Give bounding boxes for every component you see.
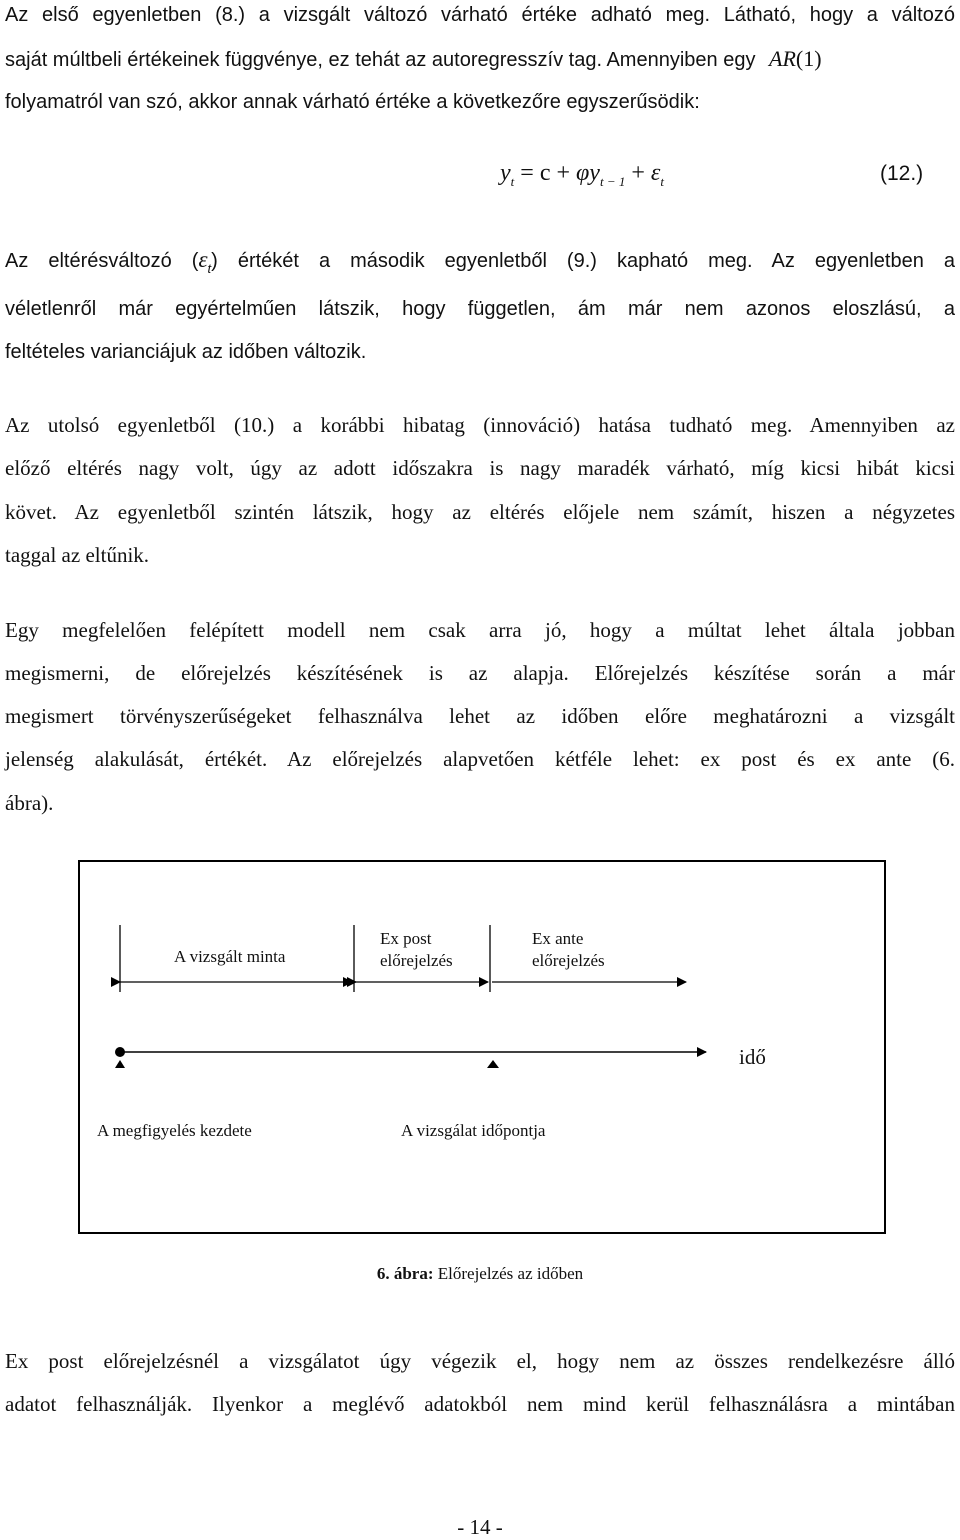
eq-y: y xyxy=(500,160,511,186)
eq-sub-t2: t xyxy=(660,174,664,189)
paragraph-3-line-2: előző eltérés nagy volt, úgy az adott időszakra is nagy maradék várható, míg kicsi hibát kicsi xyxy=(5,456,955,480)
figure-caption xyxy=(0,1264,960,1284)
label-observation-start: A megfigyelés kezdete xyxy=(97,1121,252,1140)
eq-const: = c + xyxy=(514,160,577,186)
page-number: - 14 - xyxy=(457,1515,503,1539)
equation-number: (12.) xyxy=(880,162,924,185)
figure-6-frame xyxy=(78,860,886,1234)
epsilon-symbol: ε xyxy=(198,247,208,272)
ar-symbol: AR xyxy=(769,46,796,71)
paragraph-4-line-1: Egy megfelelően felépített modell nem csak arra jó, hogy a múltat lehet általa jobban xyxy=(5,618,955,642)
eq-phi: φ xyxy=(576,160,590,186)
paragraph-5-line-2: adatot felhasználják. Ilyenkor a meglévő adatokból nem mind kerül felhasználásra a mintában xyxy=(5,1392,955,1416)
paragraph-4-line-4: jelenség alakulását, értékét. Az előrejelzés alapvetően kétféle lehet: ex post és ex ante (6. xyxy=(5,747,955,771)
paragraph-4-line-2: megismerni, de előrejelzés készítésének is az alapja. Előrejelzés készítése során a már xyxy=(5,661,955,685)
eq-plus: + xyxy=(625,160,651,186)
paragraph-2-line-1 xyxy=(5,246,955,276)
paragraph-1-line-2-text: saját múltbeli értékeinek függvénye, ez tehát az autoregresszív tag. Amennyiben egy xyxy=(5,49,756,71)
eq-sub-t: t xyxy=(510,174,515,189)
paragraph-3-line-3: követ. Az egyenletből szintén látszik, hogy az eltérés előjele nem számít, hiszen a négyzetes xyxy=(5,500,955,524)
paragraph-2-text-b: ) értékét a második egyenletből (9.) kapható meg. Az egyenletben a xyxy=(211,250,955,272)
eq-epsilon: ε xyxy=(650,160,661,186)
paragraph-2-line-2: véletlenről már egyértelműen látszik, hogy független, ám már nem azonos eloszlású, a xyxy=(5,298,955,320)
paragraph-3-line-1: Az utolsó egyenletből (10.) a korábbi hibatag (innováció) hatása tudható meg. Amennyiben az xyxy=(5,413,955,437)
observation-start-marker xyxy=(115,1060,125,1068)
label-exante-line-2: előrejelzés xyxy=(532,951,605,970)
label-expost-line-2: előrejelzés xyxy=(380,951,453,970)
label-time: idő xyxy=(739,1045,766,1069)
label-exante-line-1: Ex ante xyxy=(532,929,584,948)
paragraph-1-line-2 xyxy=(5,45,955,74)
paragraph-4-line-3: megismert törvényszerűségeket felhasználva lehet az időben előre meghatározni a vizsgált xyxy=(5,704,955,728)
paragraph-1-line-1: Az első egyenletben (8.) a vizsgált változó várható értéke adható meg. Látható, hogy a változó xyxy=(5,4,955,26)
paragraph-2-text-a: Az eltérésváltozó ( xyxy=(5,250,199,272)
ar-order: (1) xyxy=(795,46,822,71)
eq-sub-tm1: t − 1 xyxy=(599,174,626,189)
paragraph-1-line-3: folyamatról van szó, akkor annak várható értéke a következőre egyszerűsödik: xyxy=(5,91,700,113)
observation-start-dot xyxy=(115,1047,125,1057)
study-time-marker xyxy=(487,1060,499,1068)
paragraph-5-line-1: Ex post előrejelzésnél a vizsgálatot úgy végezik el, hogy nem az összes rendelkezésre álló xyxy=(5,1349,955,1373)
caption-text: Előrejelzés az időben xyxy=(433,1264,584,1283)
label-study-time: A vizsgálat időpontja xyxy=(401,1121,546,1140)
epsilon-sub-t: t xyxy=(207,261,212,276)
eq-y-lag: y xyxy=(589,160,600,186)
caption-number: 6. ábra: xyxy=(376,1264,434,1283)
paragraph-2-line-3: feltételes varianciájuk az időben változik. xyxy=(5,341,367,363)
paragraph-3-line-4: taggal az eltűnik. xyxy=(5,543,150,567)
label-expost-line-1: Ex post xyxy=(380,929,432,948)
paragraph-4-line-5: ábra). xyxy=(5,791,54,815)
equation-12 xyxy=(500,160,664,187)
label-sample: A vizsgált minta xyxy=(174,947,286,966)
